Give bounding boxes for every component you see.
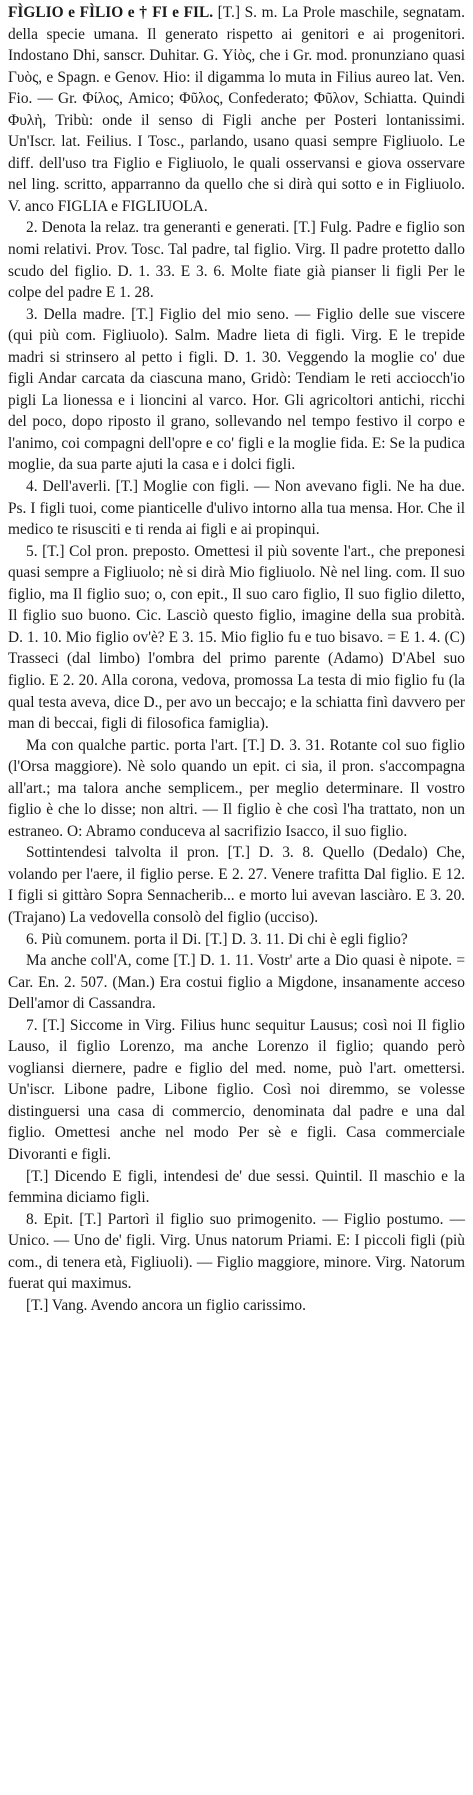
entry-paragraph-2: 2. Denota la relaz. tra generanti e generati. [T.] Fulg. Padre e figlio son nomi relativi. Prov. Tosc. Tal padre, tal figlio. Virg. Il padre protetto dallo scudo del figlio. D. 1. 33. E 3. 6. Molte fiate già pianser li figli Per le colpe del padre E 1. 28. xyxy=(8,219,465,302)
entry-paragraph-definition: FÌGLIO e FÌLIO e † FI e FIL. [T.] S. m. La Prole maschile, segnatam. della specie umana. Il generato rispetto ai genitori e ai progenitori. Indostano Dhi, sanscr. Duhitar. G. Υἱὸς, che i Gr. mod. pronunziano quasi Γυὸς, e Spagn. e Genov. Hio: il digamma lo muta in Filius aureo lat. Ven. Fio. — Gr. Φίλος, Amico; Φῦλος, Confederato; Φῦλον, Schiatta. Quindi Φυλὴ, Tribù: onde il senso di Figli anche per Posteri lontanissimi. Un'Iscr. lat. Feilius. I Tosc., parlando, usano quasi sempre Figliuolo. Le diff. dell'uso tra Figlio e Figliuolo, le quali osservansi e giova osservare nel ling. scritto, apparranno da quello che si dirà qui sotto e in Figliuolo. V. anco FIGLIA e FIGLIUOLA. xyxy=(8,4,465,215)
entry-paragraph-7: 7. [T.] Siccome in Virg. Filius hunc sequitur Lausus; così noi Il figlio Lauso, il figlio Lorenzo, ma anche Lorenzo il figlio; quando però vogliansi diernere, padre e figlio del med. nome, può l'art. omettersi. Un'iscr. Libone padre, Libone figlio. Così noi diremmo, se volesse distinguersi una casa di commercio, denominata dal padre e una dal figlio. Omettesi anche nel modo Per sè e figli. Casa commerciale Divoranti e figli. xyxy=(8,1016,465,1163)
entry-paragraph-3: 3. Della madre. [T.] Figlio del mio seno. — Figlio delle sue viscere (qui più com. Figliuolo). Salm. Madre lieta di figli. Virg. E le trepide madri si strinsero al petto i figli. D. 1. 30. Veggendo la moglie co' due figli Andar carcata da ciascuna mano, Gridò: Tendiam le reti acciocch'io pigli La lionessa e i lioncini al varco. Hor. Gli agricoltori antichi, ricchi del poco, dopo riposto il grano, sollevando nel tempo festivo il corpo e l'animo, coi compagni dell'opre e co' figli e la moglie fida. E: Se la pudica moglie, da sua parte ajuti la casa e i dolci figli. xyxy=(8,305,465,474)
entry-paragraph-4: 4. Dell'averli. [T.] Moglie con figli. — Non avevano figli. Ne ha due. Ps. I figli tuoi, come pianticelle d'ulivo intorno alla tua mensa. Hor. Che il medico te risusciti e ti renda ai figli e ai propinqui. xyxy=(8,478,465,539)
entry-paragraph-5-art: Ma con qualche partic. porta l'art. [T.] D. 3. 31. Rotante col suo figlio (l'Orsa maggiore). Nè solo quando un epit. ci sia, il pron. s'accompagna all'art.; ma talora anche semplicem., per meglio determinare. Il vostro figlio è che lo disse; non altri. — Il figlio è che così l'ha trattato, non un estraneo. O: Abramo conduceva al sacrifizio Isacco, il suo figlio. xyxy=(8,736,465,840)
entry-paragraph-5: 5. [T.] Col pron. preposto. Omettesi il più sovente l'art., che preponesi quasi sempre a Figliuolo; nè si dirà Mio figliuolo. Nè nel ling. com. Il suo figlio, ma Il figlio suo; o, con epit., Il suo caro figlio, Il suo figlio diletto, Il figlio suo buono. Cic. Lasciò questo figlio, imagine della sua probità. D. 1. 10. Mio figlio ov'è? E 3. 15. Mio figlio fu e tuo bisavo. = E 1. 4. (C) Trasseci (dal limbo) l'ombra del primo parente (Adamo) D'Abel suo figlio. E 2. 20. Alla corona, vedova, promossa La testa di mio figlio fu (la qual testa aveva, dice D., per avo un beccajo; e la schiatta finì davvero per man di beccai, figli di filosofica famiglia). xyxy=(8,542,465,733)
entry-paragraph-7-sessi: [T.] Dicendo E figli, intendesi de' due sessi. Quintil. Il maschio e la femmina diciamo figli. xyxy=(8,1167,465,1207)
entry-paragraph-5-pron: Sottintendesi talvolta il pron. [T.] D. 3. 8. Quello (Dedalo) Che, volando per l'aere, il figlio perse. E 2. 27. Venere trafitta Dal figlio. E 12. I figli si gittàro Sopra Sennacherib... e morto lui avevan lasciàro. E 3. 20. (Trajano) La vedovella consolò del figlio (ucciso). xyxy=(8,844,465,926)
entry-paragraph-6: 6. Più comunem. porta il Di. [T.] D. 3. 11. Di chi è egli figlio? xyxy=(26,930,408,948)
entry-paragraph-8-vang: [T.] Vang. Avendo ancora un figlio carissimo. xyxy=(26,1296,306,1314)
entry-headword: FÌGLIO e FÌLIO e † FI e FIL. xyxy=(8,4,214,21)
entry-paragraph-6-a: Ma anche coll'A, come [T.] D. 1. 11. Vostr' arte a Dio quasi è nipote. = Car. En. 2. 507. (Man.) Era costui figlio a Migdone, insanamente acceso Dell'amor di Cassandra. xyxy=(8,952,465,1013)
entry-paragraph-8: 8. Epit. [T.] Partorì il figlio suo primogenito. — Figlio postumo. — Unico. — Uno de' figli. Virg. Unus natorum Priami. E: I piccoli figli (più com., di tenera età, Figliuoli). — Figlio maggiore, minore. Virg. Natorum fuerat qui maximus. xyxy=(8,1210,465,1293)
dictionary-entry-figlio xyxy=(8,2,465,1316)
